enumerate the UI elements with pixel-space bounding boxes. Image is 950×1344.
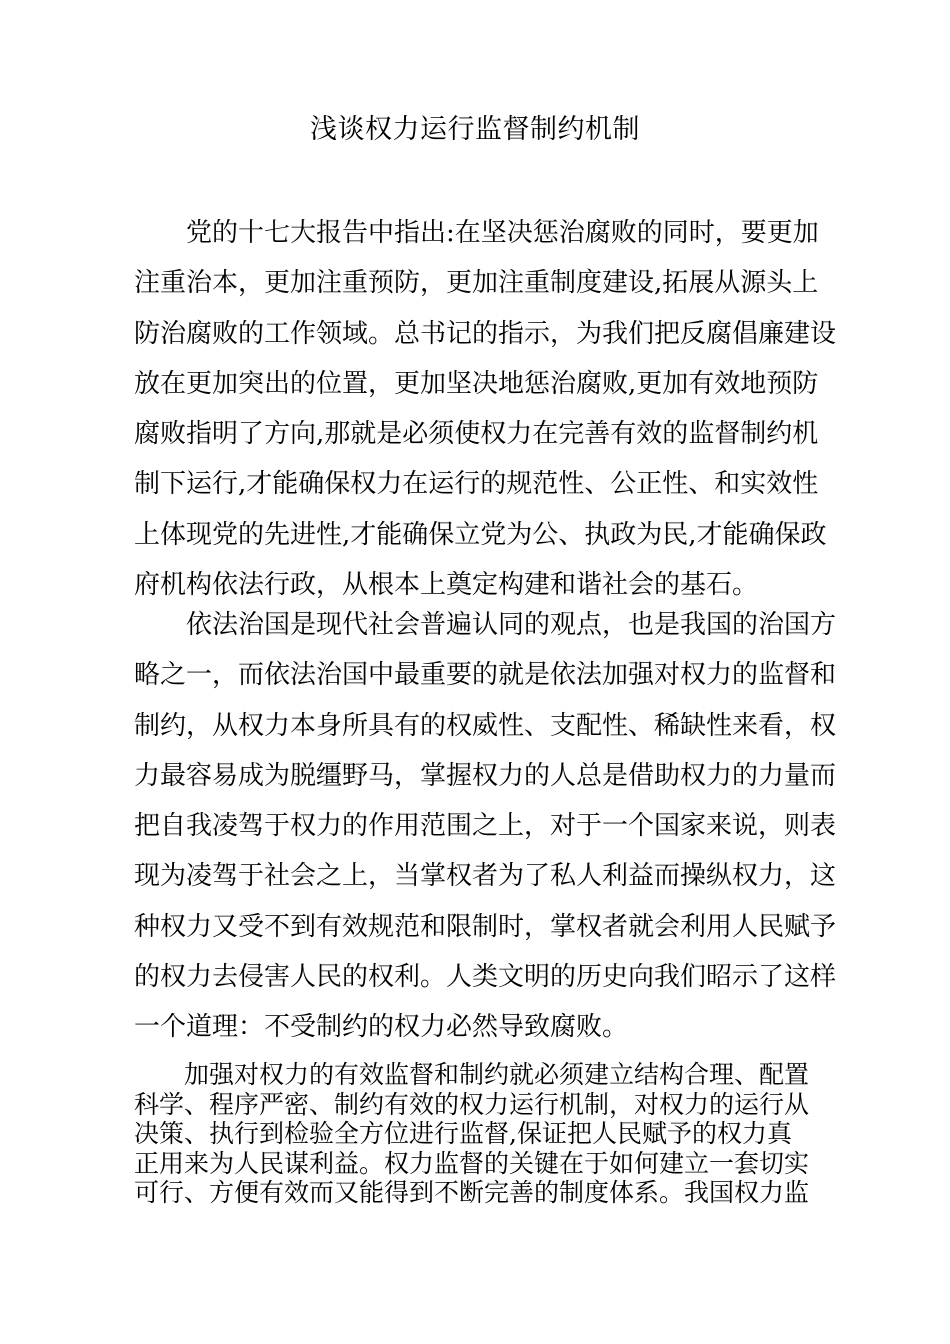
paragraph-line: 的权力去侵害人民的权利。人类文明的历史向我们昭示了这样 — [134, 962, 837, 993]
document-title: 浅谈权力运行监督制约机制 — [310, 114, 640, 145]
paragraph-line: 制约，从权力本身所具有的权威性、支配性、稀缺性来看，权 — [134, 710, 837, 741]
paragraph-line: 略之一，而依法治国中最重要的就是依法加强对权力的监督和 — [134, 660, 837, 691]
paragraph-line: 决策、执行到检验全方位进行监督,保证把人民赋予的权力真 — [134, 1119, 792, 1148]
paragraph-line: 腐败指明了方向,那就是必须使权力在完善有效的监督制约机 — [134, 419, 819, 450]
paragraph-line: 制下运行,才能确保权力在运行的规范性、公正性、和实效性 — [134, 469, 819, 500]
paragraph-2 — [134, 600, 837, 1053]
paragraph-line: 可行、方便有效而又能得到不断完善的制度体系。我国权力监 — [134, 1178, 810, 1207]
paragraph-line: 注重治本，更加注重预防，更加注重制度建设,拓展从源头上 — [134, 268, 819, 299]
paragraph-line: 放在更加突出的位置，更加坚决地惩治腐败,更加有效地预防 — [134, 368, 819, 399]
paragraph-line: 一个道理：不受制约的权力必然导致腐败。 — [134, 1012, 629, 1043]
paragraph-line: 防治腐败的工作领域。总书记的指示，为我们把反腐倡廉建设 — [134, 318, 837, 349]
paragraph-line: 种权力又受不到有效规范和限制时，掌权者就会利用人民赋予 — [134, 911, 837, 942]
paragraph-line: 力最容易成为脱缰野马，掌握权力的人总是借助权力的力量而 — [134, 760, 837, 791]
paragraph-line: 府机构依法行政，从根本上奠定构建和谐社会的基石。 — [134, 570, 759, 601]
paragraph-line: 现为凌驾于社会之上，当掌权者为了私人利益而操纵权力，这 — [134, 861, 837, 892]
paragraph-line: 科学、程序严密、制约有效的权力运行机制，对权力的运行从 — [134, 1089, 810, 1119]
paragraph-3 — [134, 1060, 832, 1208]
paragraph-line: 正用来为人民谋利益。权力监督的关键在于如何建立一套切实 — [134, 1148, 810, 1178]
paragraph-line: 依法治国是现代社会普遍认同的观点，也是我国的治国方 — [134, 610, 837, 640]
paragraph-line: 党的十七大报告中指出:在坚决惩治腐败的同时，要更加 — [134, 218, 819, 248]
paragraph-line: 把自我凌驾于权力的作用范围之上，对于一个国家来说，则表 — [134, 811, 837, 842]
paragraph-line: 加强对权力的有效监督和制约就必须建立结构合理、配置 — [134, 1060, 810, 1089]
paragraph-1 — [134, 208, 837, 610]
paragraph-line: 上体现党的先进性,才能确保立党为公、执政为民,才能确保政 — [134, 519, 827, 550]
